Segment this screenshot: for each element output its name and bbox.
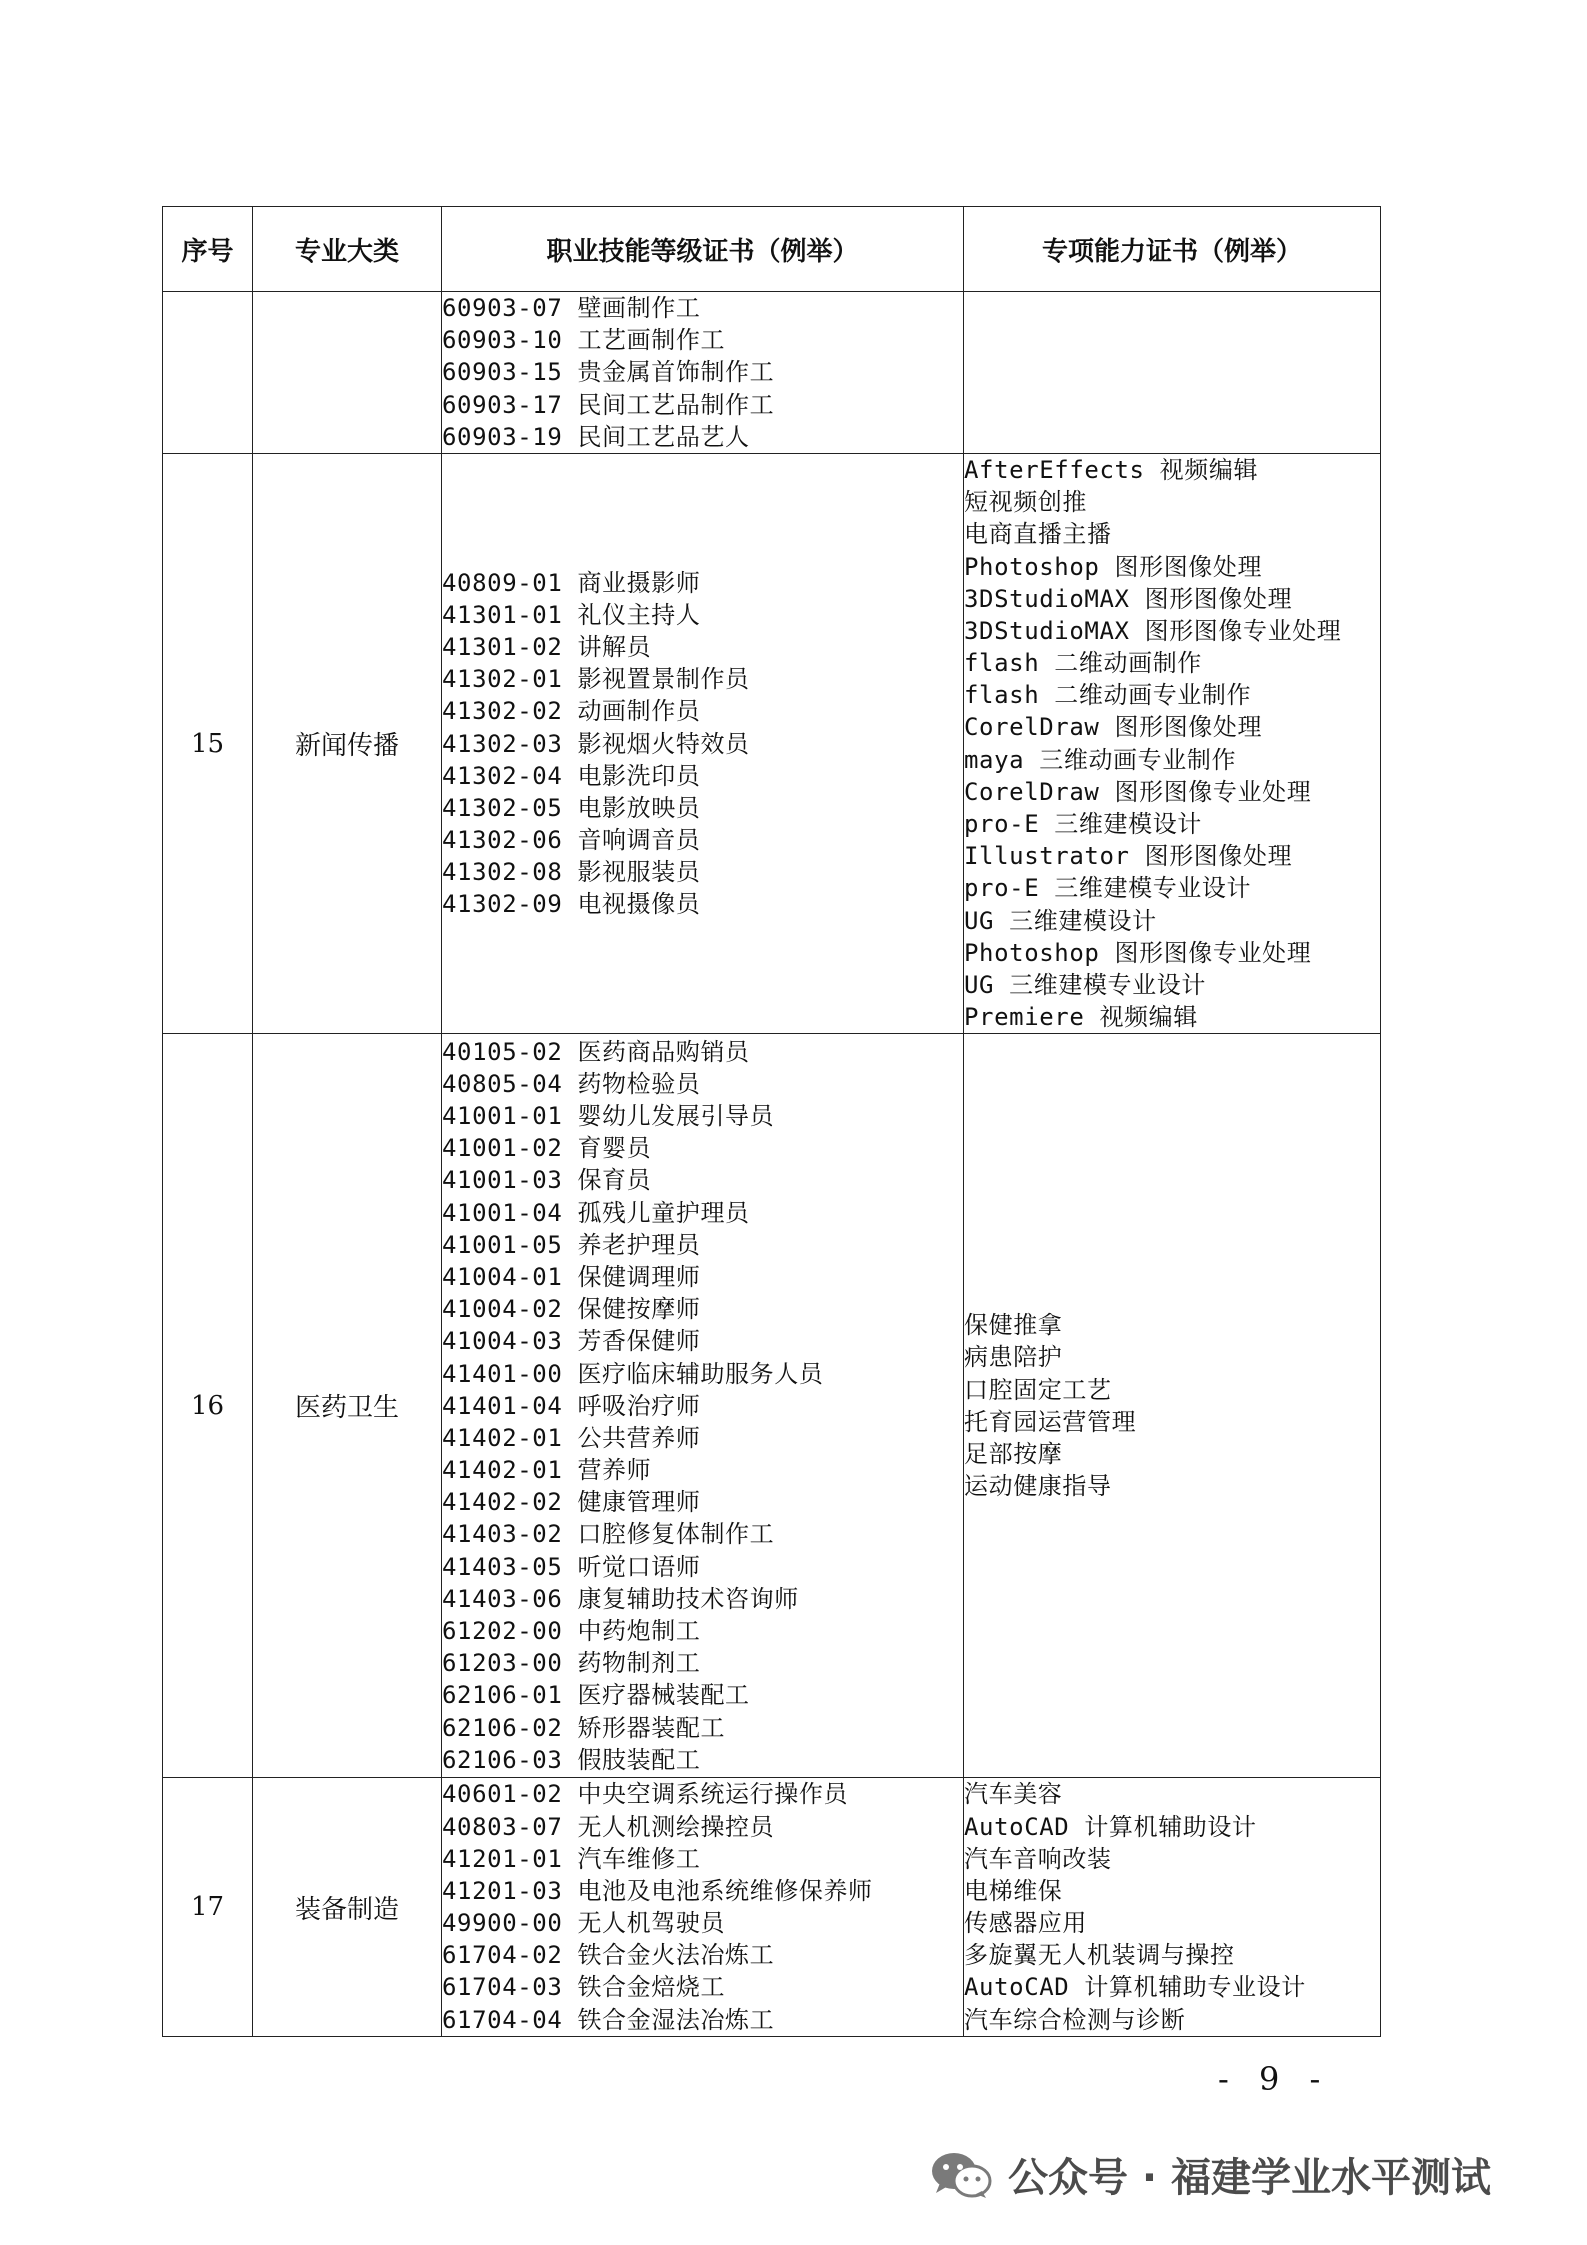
special-certificate-cell <box>964 1778 1381 2037</box>
vocational-certificate-item: 41403-05 听觉口语师 <box>442 1552 701 1581</box>
table-row <box>163 292 1381 454</box>
table-header-row <box>163 207 1381 292</box>
vocational-certificate-item: 41004-01 保健调理师 <box>442 1262 701 1291</box>
vocational-certificate-cell <box>442 1778 964 2037</box>
special-certificate-item: 口腔固定工艺 <box>964 1375 1112 1404</box>
vocational-certificate-item: 41302-02 动画制作员 <box>442 697 701 726</box>
vocational-certificate-cell <box>442 1034 964 1778</box>
page-number: - 9 - <box>1218 2060 1331 2098</box>
vocational-certificate-item: 61704-03 铁合金焙烧工 <box>442 1973 726 2002</box>
row-category: 新闻传播 <box>253 453 442 1033</box>
vocational-certificate-item: 41004-02 保健按摩师 <box>442 1295 701 1324</box>
row-category: 装备制造 <box>253 1778 442 2037</box>
vocational-certificate-item: 41301-01 礼仪主持人 <box>442 600 701 629</box>
special-certificate-item: 传感器应用 <box>964 1909 1087 1938</box>
vocational-certificate-item: 61704-02 铁合金火法冶炼工 <box>442 1941 775 1970</box>
header-category: 专业大类 <box>253 207 442 292</box>
vocational-certificate-item: 41001-04 孤残儿童护理员 <box>442 1198 750 1227</box>
table-row <box>163 453 1381 1033</box>
certificate-table <box>162 206 1381 2037</box>
vocational-certificate-item: 41401-00 医疗临床辅助服务人员 <box>442 1359 824 1388</box>
special-certificate-item: 汽车综合检测与诊断 <box>964 2005 1186 2034</box>
vocational-certificate-item: 41001-02 育婴员 <box>442 1134 652 1163</box>
vocational-certificate-item: 41403-06 康复辅助技术咨询师 <box>442 1584 799 1613</box>
vocational-certificate-item: 41302-06 音响调音员 <box>442 826 701 855</box>
special-certificate-item: 汽车音响改装 <box>964 1844 1112 1873</box>
table-row <box>163 1778 1381 2037</box>
special-certificate-item: 保健推拿 <box>964 1311 1063 1340</box>
special-certificate-item: AutoCAD 计算机辅助专业设计 <box>964 1973 1306 2002</box>
special-certificate-item: pro-E 三维建模设计 <box>964 810 1202 838</box>
row-index <box>163 292 253 454</box>
vocational-certificate-item: 41402-01 公共营养师 <box>442 1423 701 1452</box>
vocational-certificate-cell <box>442 453 964 1033</box>
vocational-certificate-item: 60903-10 工艺画制作工 <box>442 326 726 355</box>
vocational-certificate-item: 41302-01 影视置景制作员 <box>442 665 750 694</box>
special-certificate-item: 足部按摩 <box>964 1440 1063 1468</box>
vocational-certificate-item: 40803-07 无人机测绘操控员 <box>442 1812 775 1841</box>
vocational-certificate-item: 41001-03 保育员 <box>442 1166 652 1195</box>
vocational-certificate-item: 41302-08 影视服装员 <box>442 858 701 887</box>
special-certificate-item: 3DStudioMAX 图形图像处理 <box>964 584 1293 613</box>
special-certificate-item: Photoshop 图形图像专业处理 <box>964 938 1312 967</box>
vocational-certificate-item: 49900-00 无人机驾驶员 <box>442 1909 726 1938</box>
vocational-certificate-item: 60903-07 壁画制作工 <box>442 294 701 322</box>
special-certificate-item: maya 三维动画专业制作 <box>964 745 1237 774</box>
vocational-certificate-item: 41401-04 呼吸治疗师 <box>442 1391 701 1420</box>
vocational-certificate-cell <box>442 292 964 454</box>
vocational-certificate-item: 41004-03 芳香保健师 <box>442 1327 701 1356</box>
special-certificate-item: 电梯维保 <box>964 1876 1063 1905</box>
special-certificate-item: 托育园运营管理 <box>964 1407 1137 1436</box>
vocational-certificate-item: 41301-02 讲解员 <box>442 632 652 661</box>
special-certificate-item: Illustrator 图形图像处理 <box>964 842 1293 871</box>
header-index: 序号 <box>163 207 253 292</box>
special-certificate-item: AfterEffects 视频编辑 <box>964 455 1259 484</box>
table-row <box>163 1034 1381 1778</box>
special-certificate-item: flash 二维动画专业制作 <box>964 681 1252 710</box>
special-certificate-item: CorelDraw 图形图像处理 <box>964 713 1263 742</box>
vocational-certificate-item: 41302-09 电视摄像员 <box>442 890 701 919</box>
special-certificate-item: Premiere 视频编辑 <box>964 1003 1198 1032</box>
vocational-certificate-item: 62106-03 假肢装配工 <box>442 1745 701 1774</box>
watermark <box>930 2146 1491 2203</box>
vocational-certificate-item: 41403-02 口腔修复体制作工 <box>442 1520 775 1549</box>
special-certificate-item: CorelDraw 图形图像专业处理 <box>964 777 1312 806</box>
row-index: 17 <box>163 1778 253 2037</box>
vocational-certificate-item: 41302-04 电影洗印员 <box>442 761 701 790</box>
vocational-certificate-item: 41201-03 电池及电池系统维修保养师 <box>442 1876 873 1905</box>
row-index: 16 <box>163 1034 253 1778</box>
vocational-certificate-item: 41001-01 婴幼儿发展引导员 <box>442 1102 775 1131</box>
special-certificate-item: 运动健康指导 <box>964 1472 1112 1501</box>
vocational-certificate-item: 61203-00 药物制剂工 <box>442 1649 701 1678</box>
vocational-certificate-item: 41201-01 汽车维修工 <box>442 1844 701 1873</box>
vocational-certificate-item: 41302-05 电影放映员 <box>442 793 701 822</box>
special-certificate-item: pro-E 三维建模专业设计 <box>964 874 1252 903</box>
special-certificate-item: 汽车美容 <box>964 1780 1063 1809</box>
vocational-certificate-item: 40805-04 药物检验员 <box>442 1069 701 1098</box>
vocational-certificate-item: 41402-01 营养师 <box>442 1456 652 1485</box>
vocational-certificate-item: 41402-02 健康管理师 <box>442 1488 701 1517</box>
header-special-certificate: 专项能力证书（例举） <box>964 207 1381 292</box>
special-certificate-item: Photoshop 图形图像处理 <box>964 552 1263 581</box>
row-category: 医药卫生 <box>253 1034 442 1778</box>
special-certificate-cell <box>964 1034 1381 1778</box>
row-category <box>253 292 442 454</box>
vocational-certificate-item: 41001-05 养老护理员 <box>442 1230 701 1259</box>
special-certificate-item: flash 二维动画制作 <box>964 649 1202 678</box>
vocational-certificate-item: 40105-02 医药商品购销员 <box>442 1037 750 1066</box>
vocational-certificate-item: 62106-01 医疗器械装配工 <box>442 1681 750 1710</box>
vocational-certificate-item: 60903-19 民间工艺品艺人 <box>442 422 750 451</box>
vocational-certificate-item: 61704-04 铁合金湿法冶炼工 <box>442 2005 775 2034</box>
vocational-certificate-item: 40809-01 商业摄影师 <box>442 568 701 597</box>
special-certificate-cell <box>964 292 1381 454</box>
wechat-icon <box>930 2151 992 2199</box>
special-certificate-item: 病患陪护 <box>964 1343 1063 1372</box>
special-certificate-cell <box>964 453 1381 1033</box>
vocational-certificate-item: 60903-15 贵金属首饰制作工 <box>442 358 775 387</box>
vocational-certificate-item: 62106-02 矫形器装配工 <box>442 1713 726 1742</box>
special-certificate-item: UG 三维建模专业设计 <box>964 970 1206 999</box>
vocational-certificate-item: 61202-00 中药炮制工 <box>442 1617 701 1646</box>
row-index: 15 <box>163 453 253 1033</box>
vocational-certificate-item: 60903-17 民间工艺品制作工 <box>442 390 775 419</box>
special-certificate-item: 电商直播主播 <box>964 520 1112 549</box>
vocational-certificate-item: 40601-02 中央空调系统运行操作员 <box>442 1780 849 1809</box>
special-certificate-item: AutoCAD 计算机辅助设计 <box>964 1812 1257 1841</box>
vocational-certificate-item: 41302-03 影视烟火特效员 <box>442 729 750 758</box>
special-certificate-item: UG 三维建模设计 <box>964 906 1157 935</box>
watermark-text: 公众号 · 福建学业水平测试 <box>1008 2155 1492 2201</box>
special-certificate-item: 短视频创推 <box>964 488 1087 517</box>
header-vocational-certificate: 职业技能等级证书（例举） <box>442 207 964 292</box>
special-certificate-item: 3DStudioMAX 图形图像专业处理 <box>964 616 1342 645</box>
special-certificate-item: 多旋翼无人机装调与操控 <box>964 1941 1235 1970</box>
